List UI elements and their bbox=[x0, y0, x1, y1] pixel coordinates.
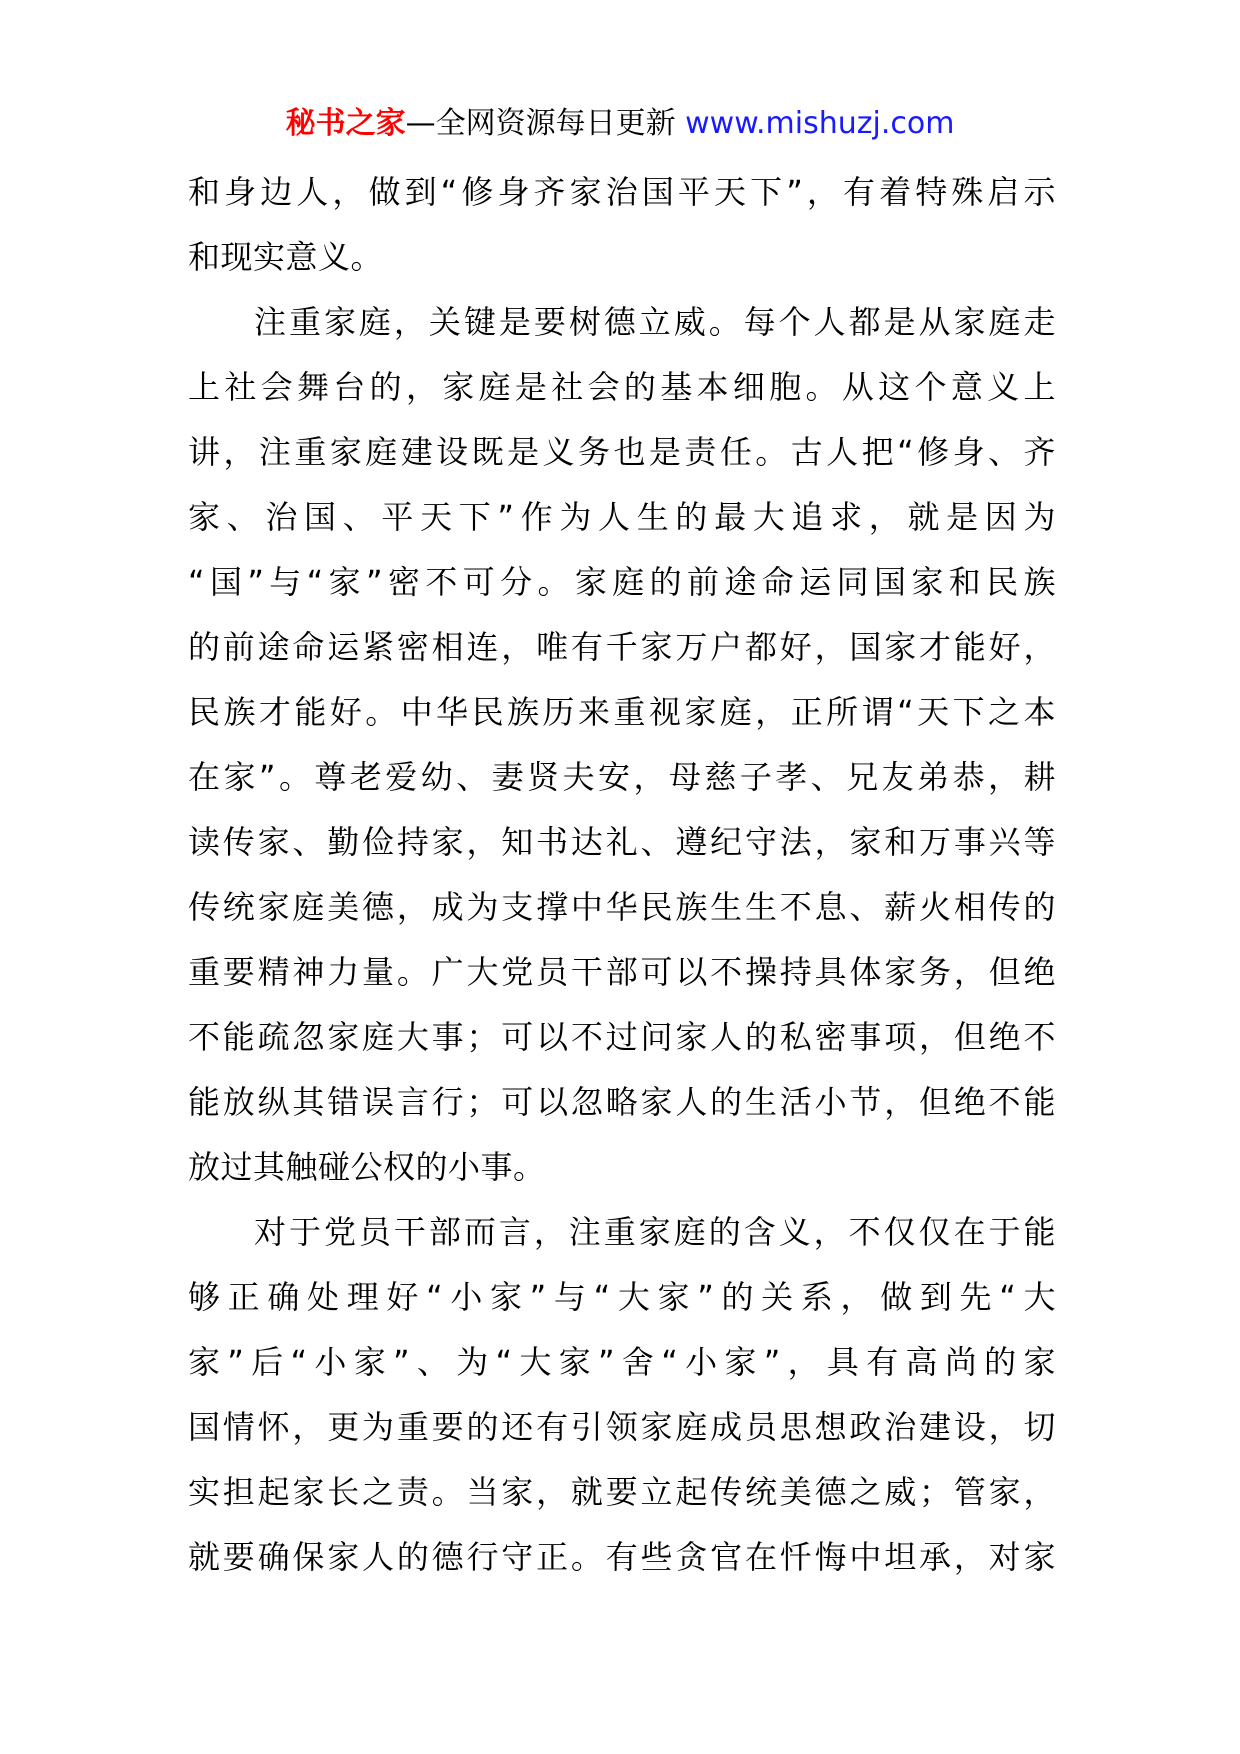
text-line: 就要确保家人的德行守正。有些贪官在忏悔中坦承，对家 bbox=[188, 1538, 1056, 1576]
text-line: 重要精神力量。广大党员干部可以不操持具体家务，但绝 bbox=[188, 953, 1056, 991]
header-url-link[interactable]: www.mishuzj.com bbox=[685, 106, 955, 141]
text-line: 在家”。尊老爱幼、妻贤夫安，母慈子孝、兄友弟恭，耕 bbox=[188, 758, 1056, 796]
text-line: 能放纵其错误言行；可以忽略家人的生活小节，但绝不能 bbox=[188, 1083, 1056, 1121]
text-line: 读传家、勤俭持家，知书达礼、遵纪守法，家和万事兴等 bbox=[188, 823, 1056, 861]
text-line: 够正确处理好“小家”与“大家”的关系，做到先“大 bbox=[188, 1278, 1056, 1316]
text-line: 国情怀，更为重要的还有引领家庭成员思想政治建设，切 bbox=[188, 1408, 1056, 1446]
text-line: “国”与“家”密不可分。家庭的前途命运同国家和民族 bbox=[188, 563, 1056, 601]
text-line: 民族才能好。中华民族历来重视家庭，正所谓“天下之本 bbox=[188, 693, 1056, 731]
header-tagline: —全网资源每日更新 bbox=[405, 106, 686, 141]
text-line: 不能疏忽家庭大事；可以不过问家人的私密事项，但绝不 bbox=[188, 1018, 1056, 1056]
text-line: 对于党员干部而言，注重家庭的含义，不仅仅在于能 bbox=[254, 1213, 1056, 1251]
text-line: 和身边人，做到“修身齐家治国平天下”，有着特殊启示 bbox=[188, 173, 1056, 211]
text-line: 的前途命运紧密相连，唯有千家万户都好，国家才能好， bbox=[188, 628, 1056, 666]
text-line: 家”后“小家”、为“大家”舍“小家”，具有高尚的家 bbox=[188, 1343, 1056, 1381]
document-body bbox=[188, 160, 1056, 1590]
text-line: 家、治国、平天下”作为人生的最大追求，就是因为 bbox=[188, 498, 1056, 536]
text-line: 传统家庭美德，成为支撑中华民族生生不息、薪火相传的 bbox=[188, 888, 1056, 926]
text-line: 上社会舞台的，家庭是社会的基本细胞。从这个意义上 bbox=[188, 368, 1056, 406]
text-line: 和现实意义。 bbox=[188, 238, 384, 276]
text-line: 实担起家长之责。当家，就要立起传统美德之威；管家， bbox=[188, 1473, 1056, 1511]
text-line: 注重家庭，关键是要树德立威。每个人都是从家庭走 bbox=[254, 303, 1056, 341]
header-brand: 秘书之家 bbox=[285, 106, 406, 141]
text-line: 放过其触碰公权的小事。 bbox=[188, 1148, 546, 1186]
page-header bbox=[0, 100, 1240, 148]
text-line: 讲，注重家庭建设既是义务也是责任。古人把“修身、齐 bbox=[188, 433, 1056, 471]
